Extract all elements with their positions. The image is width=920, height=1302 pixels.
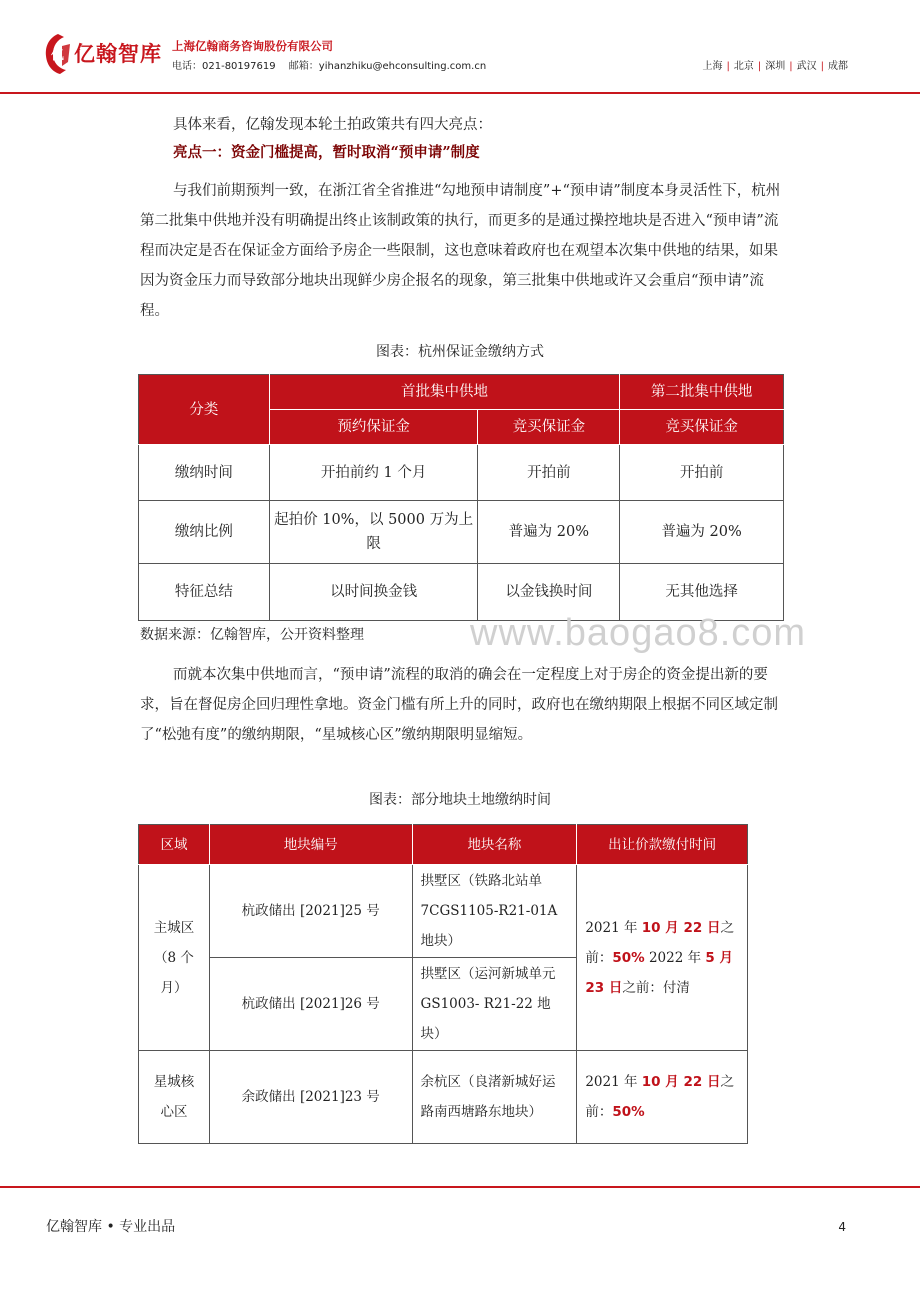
header-category: 分类 [139, 375, 270, 445]
watermark: www.baogao8.com [470, 612, 807, 654]
table-cell: 无其他选择 [620, 564, 784, 621]
plot-name: 余杭区（良渚新城好运路南西塘路东地块） [412, 1051, 577, 1144]
city-separator: | [726, 61, 730, 72]
city-separator: | [757, 61, 762, 72]
logo-mark-icon [44, 32, 72, 76]
payment-schedule-core: 2021 年 10 月 22 日之前：50% [577, 1051, 748, 1144]
header-payment-time: 出让价款缴付时间 [577, 825, 748, 865]
header-sub-bid-deposit: 竞买保证金 [478, 410, 620, 445]
plot-name: 拱墅区（运河新城单元 GS1003- R21-22 地块） [412, 958, 577, 1051]
highlight-percent: 50% [612, 949, 645, 966]
plot-name: 拱墅区（铁路北站单7CGS1105-R21-01A 地块） [412, 865, 577, 958]
contact-info [172, 57, 486, 72]
city-item: 深圳 [765, 61, 786, 72]
footer-divider [0, 1186, 920, 1188]
table-row [139, 865, 748, 958]
city-list [703, 57, 849, 72]
table-cell: 以时间换金钱 [269, 564, 478, 621]
company-logo [44, 30, 164, 76]
body-paragraph-2: 而就本次集中供地而言，“预申请”流程的取消的确会在一定程度上对于房企的资金提出新的要求，旨在督促房企回归理性拿地。资金门槛有所上升的同时，政府也在缴纳期限上根据不同区域定制了“松弛有度”的缴纳期限，“星城核心区”缴纳期限明显缩短。 [140, 667, 778, 743]
table-cell: 开拍前 [478, 445, 620, 501]
payment-schedule-main: 2021 年 10 月 22 日之前：50% 2022 年 5 月 23 日之前：付清 [577, 865, 748, 1051]
payment-table [138, 824, 748, 1144]
header-sub-booking-deposit: 预约保证金 [269, 410, 478, 445]
deposit-table [138, 374, 784, 621]
company-name: 上海亿翰商务咨询股份有限公司 [172, 39, 333, 53]
table-row [139, 1051, 748, 1144]
data-source: 数据来源：亿翰智库，公开资料整理 [140, 627, 364, 643]
table2-caption: 图表：部分地块土地缴纳时间 [369, 792, 551, 808]
table-row [139, 445, 784, 501]
table-cell: 普遍为 20% [620, 501, 784, 564]
table-cell: 起拍价 10%，以 5000 万为上限 [269, 501, 478, 564]
intro-paragraph: 具体来看，亿翰发现本轮土拍政策共有四大亮点： [173, 117, 492, 133]
page-number: 4 [838, 1220, 846, 1234]
header-batch1: 首批集中供地 [269, 375, 619, 410]
highlight-date: 5 月 23 日 [585, 949, 733, 996]
body-paragraph-1: 与我们前期预判一致，在浙江省全省推进“勾地预申请制度”+“预申请”制度本身灵活性下，杭州第二批集中供地并没有明确提出终止该制政策的执行，而更多的是通过操控地块是否进入“预申请”流程而决定是否在保证金方面给予房企一些限制，这也意味着政府也在观望本次集中供地的结果，如果因为资金压力而导致部分地块出现鲜少房企报名的现象，第三批集中供地或许又会重启“预申请”流程。 [140, 183, 781, 319]
plot-code: 杭政储出 [2021]25 号 [209, 865, 412, 958]
highlight-date: 10 月 22 日 [641, 919, 721, 936]
table-cell: 普遍为 20% [478, 501, 620, 564]
city-item: 上海 [702, 61, 723, 72]
header-batch2: 第二批集中供地 [620, 375, 784, 410]
highlight-heading: 亮点一：资金门槛提高，暂时取消“预申请”制度 [173, 144, 480, 161]
header-divider [0, 92, 920, 94]
highlight-date: 10 月 22 日 [641, 1074, 721, 1090]
svg-text:亿: 亿 [51, 48, 65, 63]
header-plot-code: 地块编号 [209, 825, 412, 865]
table-cell: 开拍前 [620, 445, 784, 501]
header-region: 区域 [139, 825, 210, 865]
city-separator: | [820, 61, 824, 72]
region-main: 主城区（8 个月） [139, 865, 210, 1051]
email-address: 邮箱：yihanzhiku@ehconsulting.com.cn [288, 61, 487, 72]
city-item: 北京 [733, 61, 754, 72]
footer-brand: 亿翰智库 • 专业出品 [46, 1219, 176, 1235]
row-label: 缴纳时间 [139, 445, 270, 501]
phone-number: 电话：021-80197619 [172, 61, 276, 72]
logo-text: 亿翰智库 [74, 42, 162, 66]
city-item: 成都 [828, 61, 848, 72]
table1-caption: 图表：杭州保证金缴纳方式 [376, 344, 544, 360]
city-separator: | [789, 61, 793, 72]
header-plot-name: 地块名称 [412, 825, 577, 865]
plot-code: 杭政储出 [2021]26 号 [209, 958, 412, 1051]
table-cell: 开拍前约 1 个月 [269, 445, 478, 501]
region-core: 星城核心区 [139, 1051, 210, 1144]
header-sub-bid-deposit-2: 竞买保证金 [620, 410, 784, 445]
table-row [139, 501, 784, 564]
plot-code: 余政储出 [2021]23 号 [209, 1051, 412, 1144]
row-label: 缴纳比例 [139, 501, 270, 564]
table-cell: 以金钱换时间 [478, 564, 620, 621]
row-label: 特征总结 [139, 564, 270, 621]
city-item: 武汉 [796, 61, 817, 72]
highlight-percent: 50% [612, 1104, 645, 1120]
